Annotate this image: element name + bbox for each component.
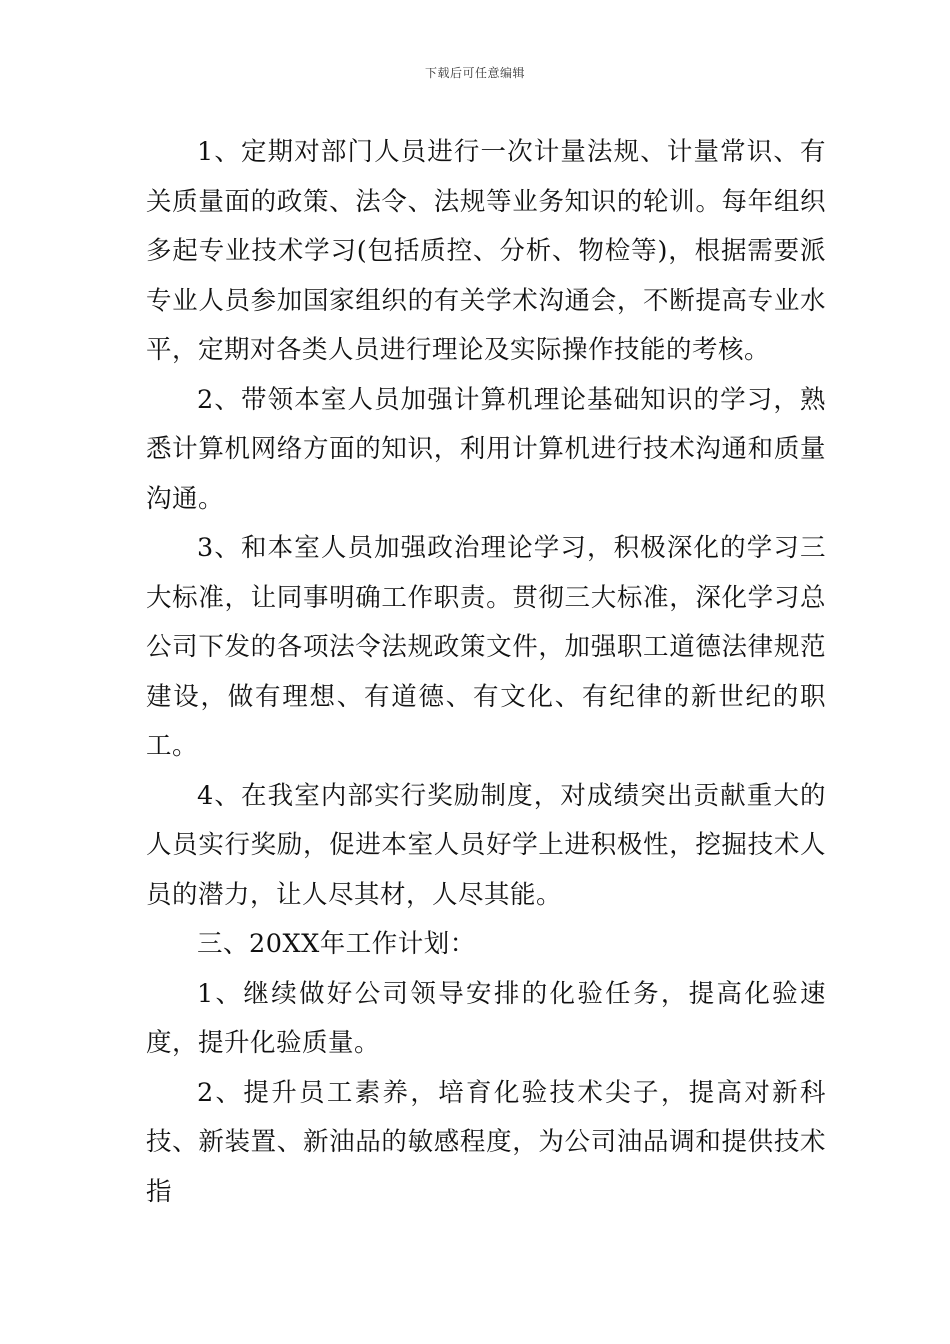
paragraph-plan-item-1: 1、继续做好公司领导安排的化验任务，提高化验速度，提升化验质量。 [146,978,826,1058]
paragraph-plan-item-2: 2、提升员工素养，培育化验技术尖子，提高对新科技、新装置、新油品的敏感程度，为公司油品调和提供技术指 [146,1077,826,1207]
paragraph-political-study: 3、和本室人员加强政治理论学习，积极深化的学习三大标准，让同事明确工作职责。贯彻三大标准，深化学习总公司下发的各项法令法规政策文件，加强职工道德法律规范建设，做有理想、有道德、有文化、有纪律的新世纪的职工。 [146,533,826,761]
section-heading-work-plan: 三、20XX年工作计划： [197,929,476,959]
page-header-note: 下载后可任意编辑 [424,66,525,80]
paragraph-reward-system: 4、在我室内部实行奖励制度，对成绩突出贡献重大的人员实行奖励，促进本室人员好学上进积极性，挖掘技术人员的潜力，让人尽其材，人尽其能。 [146,780,826,910]
document-body [146,128,826,1217]
paragraph-training: 1、定期对部门人员进行一次计量法规、计量常识、有关质量面的政策、法令、法规等业务知识的轮训。每年组织多起专业技术学习(包括质控、分析、物检等)，根据需要派专业人员参加国家组织的有关学术沟通会，不断提高专业水平，定期对各类人员进行理论及实际操作技能的考核。 [146,137,826,365]
paragraph-computer-study: 2、带领本室人员加强计算机理论基础知识的学习，熟悉计算机网络方面的知识，利用计算机进行技术沟通和质量沟通。 [146,384,826,514]
